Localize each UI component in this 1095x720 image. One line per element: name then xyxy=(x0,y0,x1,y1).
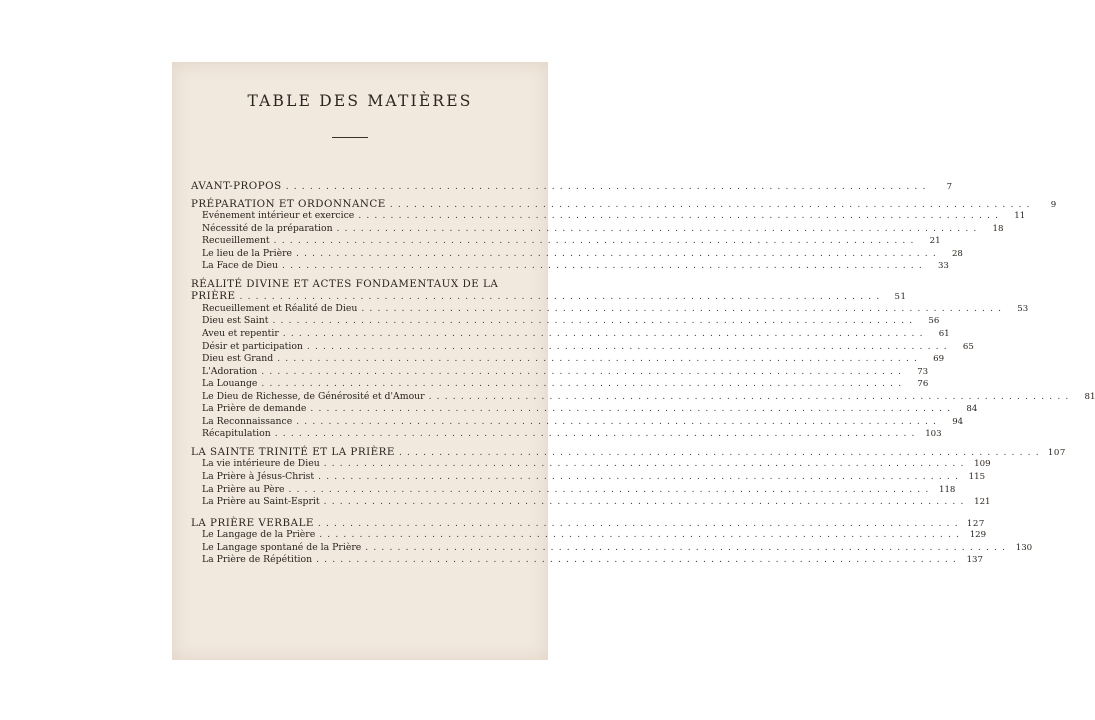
toc-page-number: 73 xyxy=(917,366,929,377)
toc-subentry-label: Aveu et repentir xyxy=(202,328,279,340)
toc-subentry[interactable] xyxy=(191,428,942,441)
toc-page-number: 21 xyxy=(929,236,941,247)
toc-subentry-label: Recueillement et Réalité de Dieu xyxy=(202,302,358,314)
toc-subentry[interactable] xyxy=(191,328,950,341)
toc-subentry[interactable] xyxy=(191,390,1095,404)
toc-page-number: 18 xyxy=(992,223,1004,234)
dot-leader: ................................................................................ xyxy=(323,497,969,508)
toc-subentry[interactable] xyxy=(191,340,974,354)
toc-subentry[interactable] xyxy=(191,260,949,273)
page-title: TABLE DES MATIÈRES xyxy=(247,92,473,110)
toc-page-number: 51 xyxy=(894,292,907,303)
toc-subentry-label: Recueillement xyxy=(202,235,270,247)
toc-subentry[interactable] xyxy=(191,247,963,261)
dot-leader: ................................................................................ xyxy=(318,472,964,483)
dot-leader: ................................................................................ xyxy=(398,447,1044,458)
toc-subentry-label: Nécessité de la préparation xyxy=(202,222,333,234)
toc-page-number: 118 xyxy=(939,484,956,495)
dot-leader: ................................................................................ xyxy=(296,248,941,259)
toc-subentry[interactable] xyxy=(191,471,986,484)
toc-page-number: 127 xyxy=(966,518,985,529)
dot-leader: ................................................................................ xyxy=(261,366,907,377)
toc-section-label: LA PRIÈRE VERBALE xyxy=(191,516,314,529)
toc-subentry[interactable] xyxy=(191,302,1029,316)
toc-section-sainte-trinite[interactable] xyxy=(191,445,1066,459)
dot-leader: ................................................................................ xyxy=(319,530,965,541)
toc-page-number: 56 xyxy=(928,316,940,327)
toc-subentry[interactable] xyxy=(191,222,1004,236)
toc-subentry[interactable] xyxy=(191,210,1026,223)
toc-subentry-label: Dieu est Grand xyxy=(202,353,274,365)
toc-page-number: 81 xyxy=(1084,391,1095,402)
toc-subentry[interactable] xyxy=(191,496,991,509)
toc-page-number: 115 xyxy=(968,472,986,483)
toc-page-number: 84 xyxy=(966,404,978,415)
toc-subentry[interactable] xyxy=(191,235,941,248)
toc-page-number: 11 xyxy=(1014,211,1026,222)
title-rule xyxy=(332,137,368,138)
toc-subentry[interactable] xyxy=(191,554,983,567)
dot-leader: ................................................................................ xyxy=(272,316,918,327)
table-of-contents xyxy=(191,180,1095,567)
dot-leader: ................................................................................ xyxy=(273,236,919,247)
toc-subentry[interactable] xyxy=(191,483,956,497)
dot-leader: ................................................................................ xyxy=(277,354,923,365)
toc-subentry[interactable] xyxy=(191,353,945,366)
toc-subentry-label: La Prière de Répétition xyxy=(202,554,313,566)
toc-page-number: 109 xyxy=(974,459,991,470)
toc-subentry[interactable] xyxy=(191,403,978,416)
toc-subentry-label: L'Adoration xyxy=(202,365,258,377)
dot-leader: ................................................................................ xyxy=(317,518,963,529)
toc-subentry-label: Le Langage spontané de la Prière xyxy=(202,541,362,553)
toc-subentry-label: Récapitulation xyxy=(202,428,271,440)
dot-leader: ................................................................................ xyxy=(358,211,1004,222)
toc-page-number: 65 xyxy=(962,341,974,352)
toc-subentry-label: La Face de Dieu xyxy=(202,260,279,272)
toc-section-realite-divine-cont[interactable] xyxy=(191,290,907,303)
toc-subentry-label: La vie intérieure de Dieu xyxy=(202,458,320,470)
toc-subentry[interactable] xyxy=(191,365,929,379)
toc-subentry-label: Le Langage de la Prière xyxy=(202,529,316,541)
toc-page-number: 76 xyxy=(917,379,929,390)
toc-page-number: 130 xyxy=(1015,542,1033,553)
toc-entry-label: AVANT-PROPOS xyxy=(191,180,282,192)
dot-leader: ................................................................................ xyxy=(239,292,885,303)
book-page xyxy=(172,62,1095,660)
toc-page-number: 53 xyxy=(1017,303,1029,314)
toc-subentry[interactable] xyxy=(191,529,987,542)
dot-leader: ................................................................................ xyxy=(323,459,969,470)
toc-page-number: 94 xyxy=(952,416,964,427)
toc-subentry-label: La Prière de demande xyxy=(202,403,307,415)
dot-leader: ................................................................................ xyxy=(316,555,961,566)
toc-section-label: PRIÈRE xyxy=(191,290,236,303)
dot-leader: ................................................................................ xyxy=(282,329,928,340)
toc-subentry-label: La Reconnaissance xyxy=(202,415,293,427)
dot-leader: ................................................................................ xyxy=(288,484,934,495)
toc-page-number: 61 xyxy=(938,329,950,340)
toc-page-number: 129 xyxy=(969,530,987,541)
dot-leader: ................................................................................ xyxy=(428,391,1074,402)
toc-page-number: 121 xyxy=(974,497,991,508)
toc-subentry-label: Dieu est Saint xyxy=(202,315,269,327)
dot-leader: ................................................................................ xyxy=(285,182,931,192)
dot-leader: ................................................................................ xyxy=(389,199,1035,210)
toc-subentry-label: La Prière au Saint-Esprit xyxy=(202,496,320,508)
dot-leader: ................................................................................ xyxy=(336,223,982,234)
toc-section-realite-divine[interactable] xyxy=(191,278,531,291)
toc-entry-avant-propos[interactable] xyxy=(191,180,953,193)
toc-section-label: RÉALITÉ DIVINE ET ACTES FONDAMENTAUX DE LA xyxy=(191,277,499,290)
toc-subentry[interactable] xyxy=(191,415,964,429)
toc-page-number: 9 xyxy=(1050,199,1057,210)
toc-subentry-label: Le lieu de la Prière xyxy=(202,247,293,259)
dot-leader: ................................................................................ xyxy=(365,542,1011,553)
toc-subentry-label: La Prière à Jésus-Christ xyxy=(202,471,315,483)
toc-section-preparation[interactable] xyxy=(191,197,1057,211)
dot-leader: ................................................................................ xyxy=(274,429,920,440)
toc-page-number: 69 xyxy=(933,354,945,365)
toc-section-label: LA SAINTE TRINITÉ ET LA PRIÈRE xyxy=(191,445,395,458)
dot-leader: ................................................................................ xyxy=(361,303,1007,314)
toc-page-number: 107 xyxy=(1047,447,1066,458)
toc-subentry[interactable] xyxy=(191,458,991,471)
toc-subentry-label: Evénement intérieur et exercice xyxy=(202,210,355,222)
dot-leader: ................................................................................ xyxy=(296,416,942,427)
toc-page-number: 137 xyxy=(966,555,983,566)
toc-subentry[interactable] xyxy=(191,315,940,328)
toc-subentry[interactable] xyxy=(191,378,929,391)
dot-leader: ................................................................................ xyxy=(282,261,927,272)
dot-leader: ................................................................................ xyxy=(261,379,907,390)
toc-page-number: 7 xyxy=(946,182,953,192)
toc-section-label: PRÉPARATION ET ORDONNANCE xyxy=(191,197,386,210)
dot-leader: ................................................................................ xyxy=(306,341,952,352)
toc-subentry-label: Le Dieu de Richesse, de Générosité et d'Amour xyxy=(202,390,425,402)
toc-subentry-label: La Prière au Père xyxy=(202,483,285,495)
dot-leader: ................................................................................ xyxy=(310,404,956,415)
toc-page-number: 103 xyxy=(925,429,942,440)
toc-section-priere-verbale[interactable] xyxy=(191,516,985,530)
toc-subentry-label: La Louange xyxy=(202,378,258,390)
toc-subentry-label: Désir et participation xyxy=(202,340,303,352)
toc-page-number: 33 xyxy=(937,261,949,272)
toc-page-number: 28 xyxy=(951,248,963,259)
toc-subentry[interactable] xyxy=(191,541,1033,555)
